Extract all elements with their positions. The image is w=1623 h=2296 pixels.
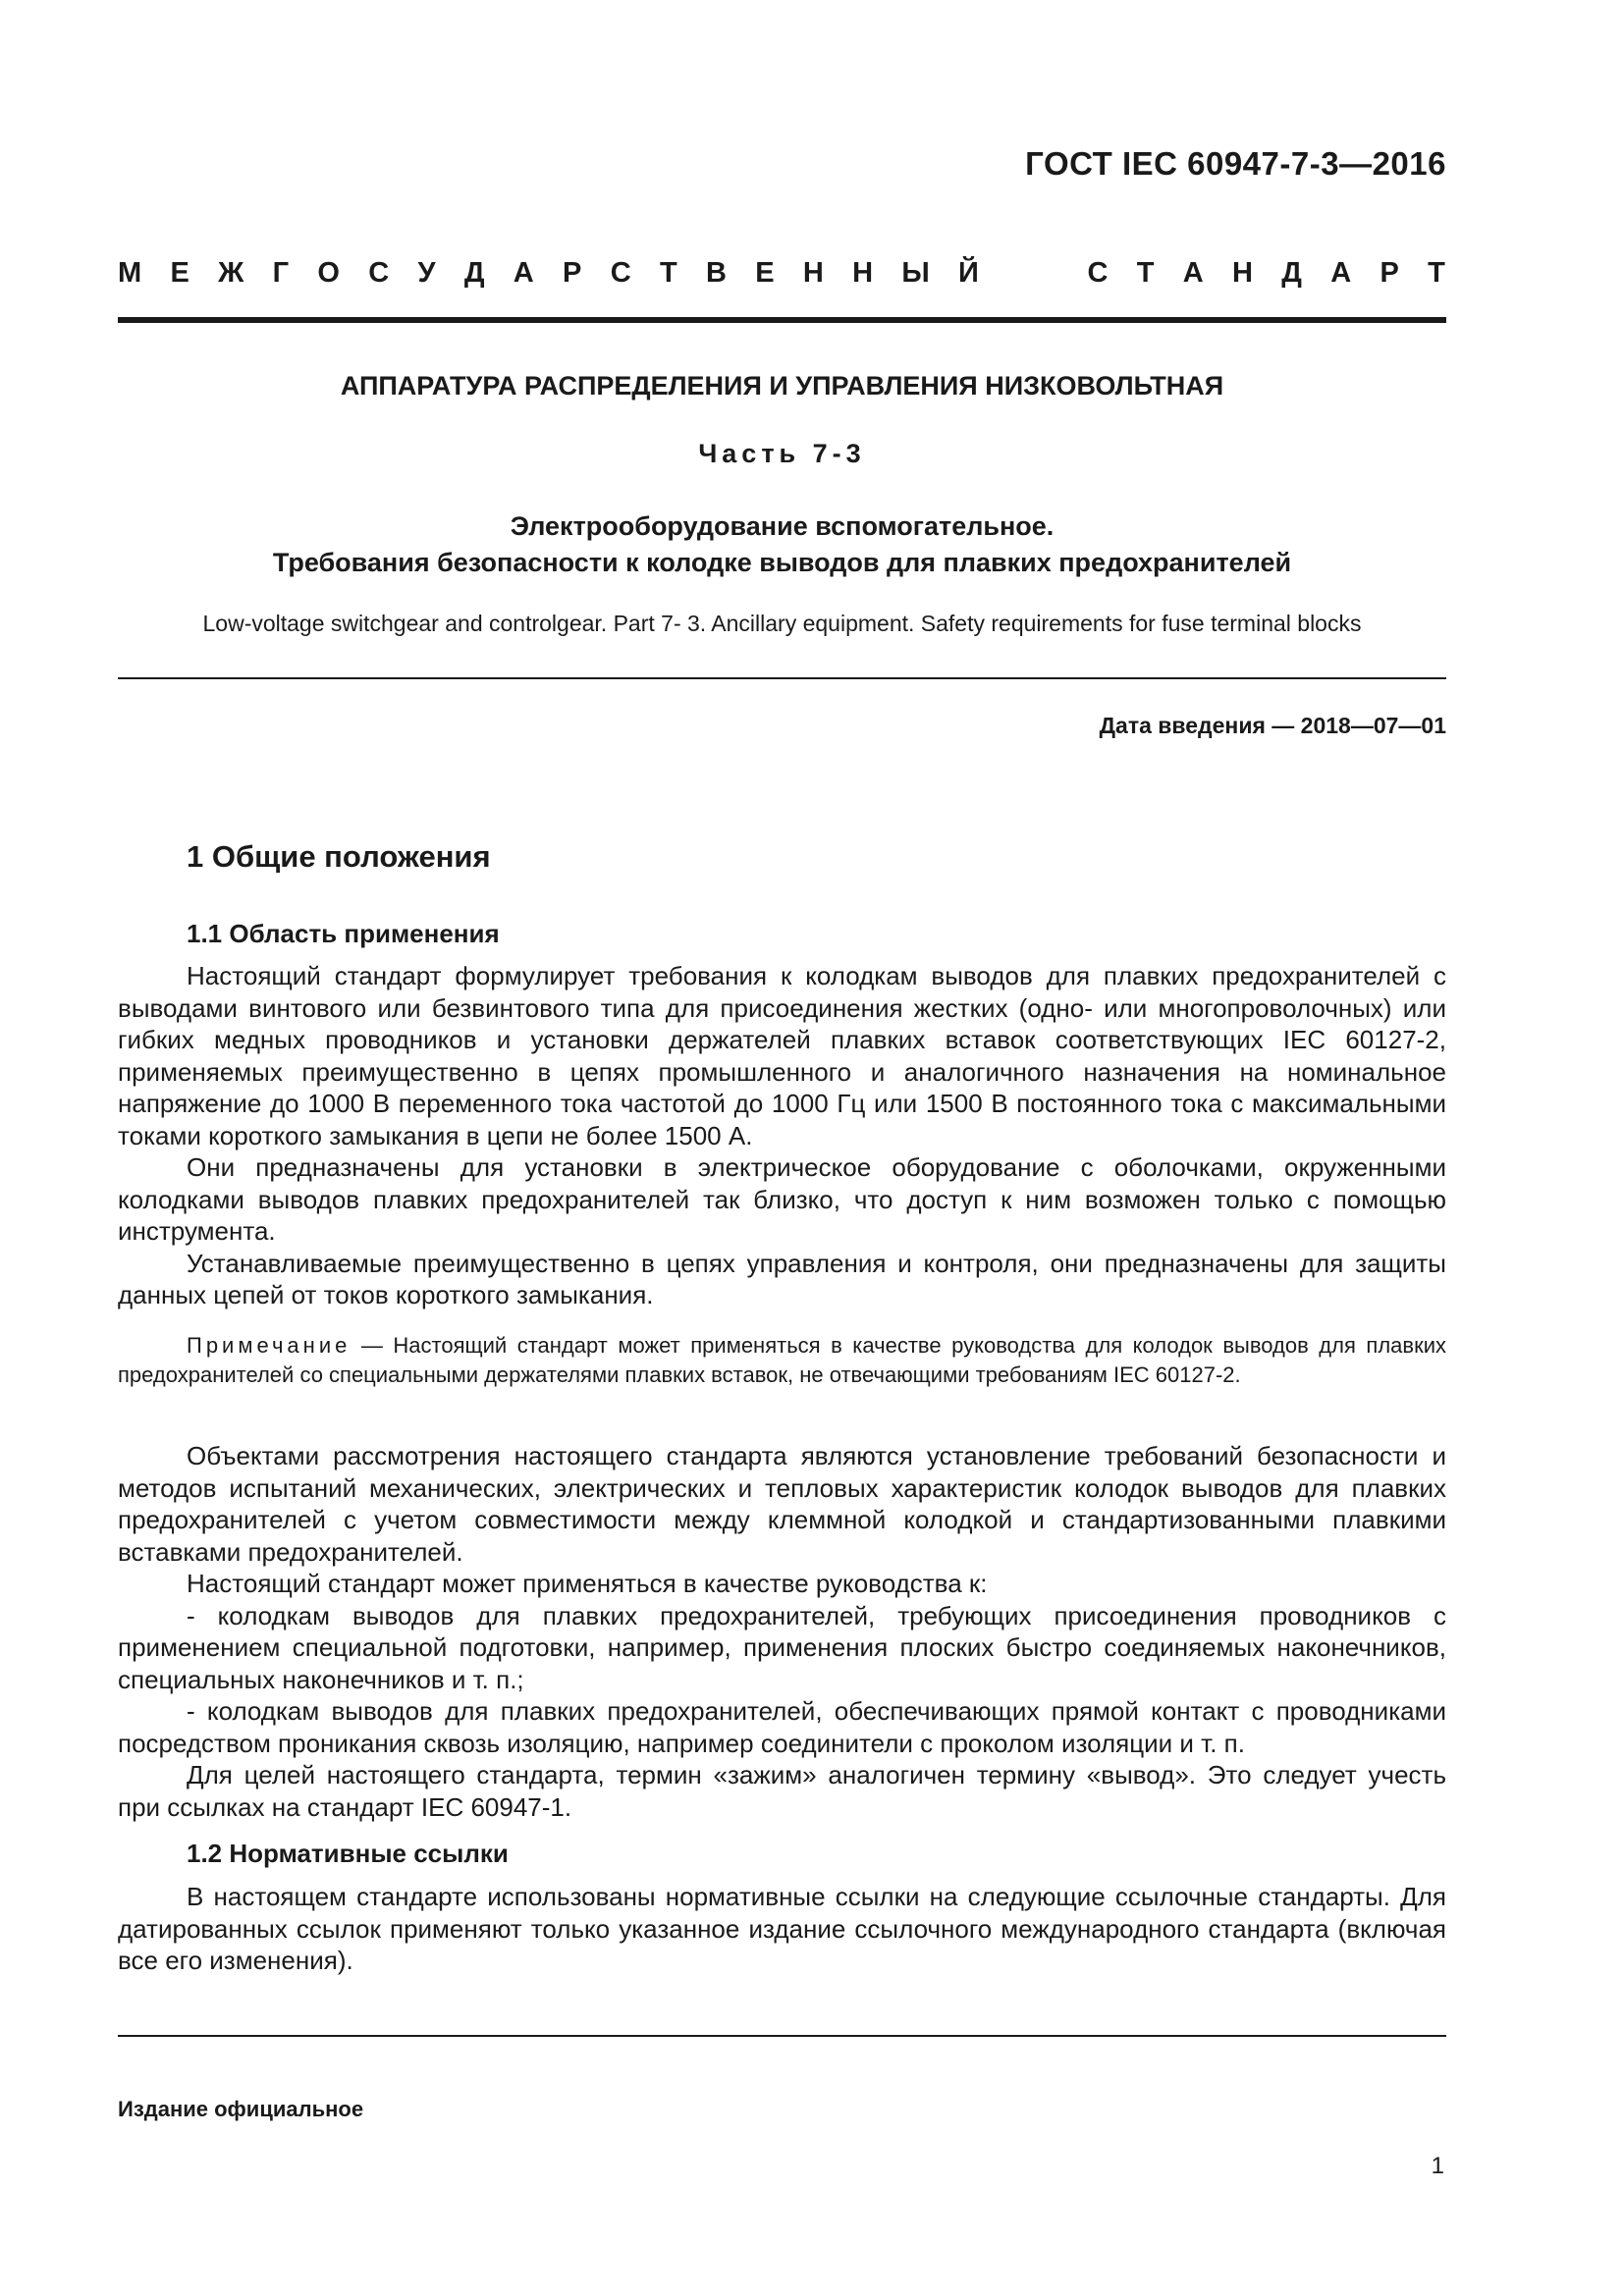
banner-w1-8: А [513,257,534,289]
scope-paragraph-5: Настоящий стандарт может применяться в качестве руководства к: [187,1569,988,1598]
banner-w2-5: А [1330,257,1352,289]
banner-w1-17: Й [958,257,979,289]
banner-w2-6: Р [1380,257,1399,289]
banner-w1-9: Р [563,257,582,289]
note-block [118,1331,1446,1390]
banner-w1-0: М [118,257,142,289]
document-subtitle [118,508,1446,581]
official-edition-label: Издание официальное [118,2097,364,2121]
section-1-heading: 1 Общие положения [187,839,491,874]
banner-w2-7: Т [1428,257,1445,289]
document-number: ГОСТ IEC 60947-7-3—2016 [1025,145,1446,182]
banner-w1-13: Е [755,257,775,289]
scope-list-item-2: - колодкам выводов для плавких предохранителей, обеспечивающих прямой контакт с проводниками посредством проникания сквозь изоляцию, например соединители с проколом изоляции и т. п. [118,1696,1446,1758]
note-label: Примечание [187,1333,352,1358]
interstate-standard-banner [118,257,1445,290]
footer-divider [118,2035,1446,2037]
banner-w2-3: Н [1232,257,1253,289]
part-number: Часть 7-3 [698,439,866,468]
scope-list-item-1: - колодкам выводов для плавких предохранителей, требующих присоединения проводников с применением специальной подготовки, например, применения плоских быстро соединяемых наконечников, специальных наконечников и т. п.; [118,1600,1446,1694]
english-title: Low-voltage switchgear and controlgear. Part 7- 3. Ancillary equipment. Safety requirements for fuse terminal blocks [202,611,1362,636]
title-divider [118,677,1446,679]
subtitle-line-2: Требования безопасности к колодке выводов для плавких предохранителей [272,548,1292,577]
banner-w1-10: С [610,257,631,289]
subsection-1-2-heading: 1.2 Нормативные ссылки [187,1839,509,1868]
banner-w1-12: В [705,257,727,289]
banner-w1-1: Е [170,257,189,289]
banner-w2-2: А [1182,257,1204,289]
banner-w1-14: Н [802,257,824,289]
normative-references-paragraph: В настоящем стандарте использованы нормативные ссылки на следующие ссылочные стандарты. Для датированных ссылок применяют только указанное издание ссылочного международного стандарта (включая все его изменения). [118,1882,1446,1975]
scope-paragraph-2: Они предназначены для установки в электрическое оборудование с оболочками, окруженными колодками выводов плавких предохранителей так близко, что доступ к ним возможен только с помощью инструмента. [118,1152,1446,1246]
note-text: — Настоящий стандарт может применяться в качестве руководства для колодок выводов для плавких предохранителей со специальными держателями плавких вставок, не отвечающими требованиям IEC 60127-2. [118,1333,1446,1387]
header-thick-rule [118,317,1446,323]
banner-w1-5: С [368,257,390,289]
banner-w1-11: Т [659,257,677,289]
subsection-1-1-heading: 1.1 Область применения [187,919,500,948]
scope-paragraph-4: Объектами рассмотрения настоящего стандарта являются установление требований безопасности и методов испытаний механических, электрических и тепловых характеристик колодок выводов для плавких предохранителей с учетом совместимости между клеммной колодкой и стандартизованными плавкими вставками предохранителей. [118,1441,1446,1567]
banner-word-gap [1007,257,1058,290]
banner-w1-3: Г [272,257,290,289]
normative-references-body [118,1881,1446,1977]
banner-w2-0: С [1087,257,1109,289]
subtitle-line-1: Электрооборудование вспомогательное. [510,511,1055,541]
scope-paragraph-3: Устанавливаемые преимущественно в цепях управления и контроля, они предназначены для защиты данных цепей от токов короткого замыкания. [118,1248,1446,1309]
banner-w2-1: Т [1136,257,1155,289]
introduction-date: Дата введения — 2018—07—01 [1099,713,1446,738]
banner-w1-6: У [417,257,436,289]
scope-body-continued [118,1440,1446,1823]
banner-w1-16: Ы [901,257,930,289]
banner-w1-7: Д [463,257,485,289]
banner-w2-4: Д [1281,257,1302,289]
banner-w1-2: Ж [218,257,244,289]
page-number: 1 [1431,2153,1444,2179]
scope-body [118,960,1446,1311]
scope-paragraph-1: Настоящий стандарт формулирует требования к колодкам выводов для плавких предохранителей с выводами винтового или безвинтового типа для присоединения жестких (одно- или многопроволочных) или гибких медных проводников и установки держателей плавких вставок соответствующих IEC 60127-2, применяемых преимущественно в цепях промышленного и аналогичного назначения на номинальное напряжение до 1000 В переменного тока частотой до 1000 Гц или 1500 В постоянного тока с максимальными токами короткого замыкания в цепи не более 1500 А. [118,961,1446,1150]
document-title: АППАРАТУРА РАСПРЕДЕЛЕНИЯ И УПРАВЛЕНИЯ НИЗКОВОЛЬТНАЯ [340,371,1224,400]
banner-w1-15: Н [852,257,874,289]
banner-w1-4: О [317,257,340,289]
scope-paragraph-6: Для целей настоящего стандарта, термин «зажим» аналогичен термину «вывод». Это следует учесть при ссылках на стандарт IEC 60947-1. [118,1760,1446,1822]
note-paragraph [118,1331,1446,1390]
